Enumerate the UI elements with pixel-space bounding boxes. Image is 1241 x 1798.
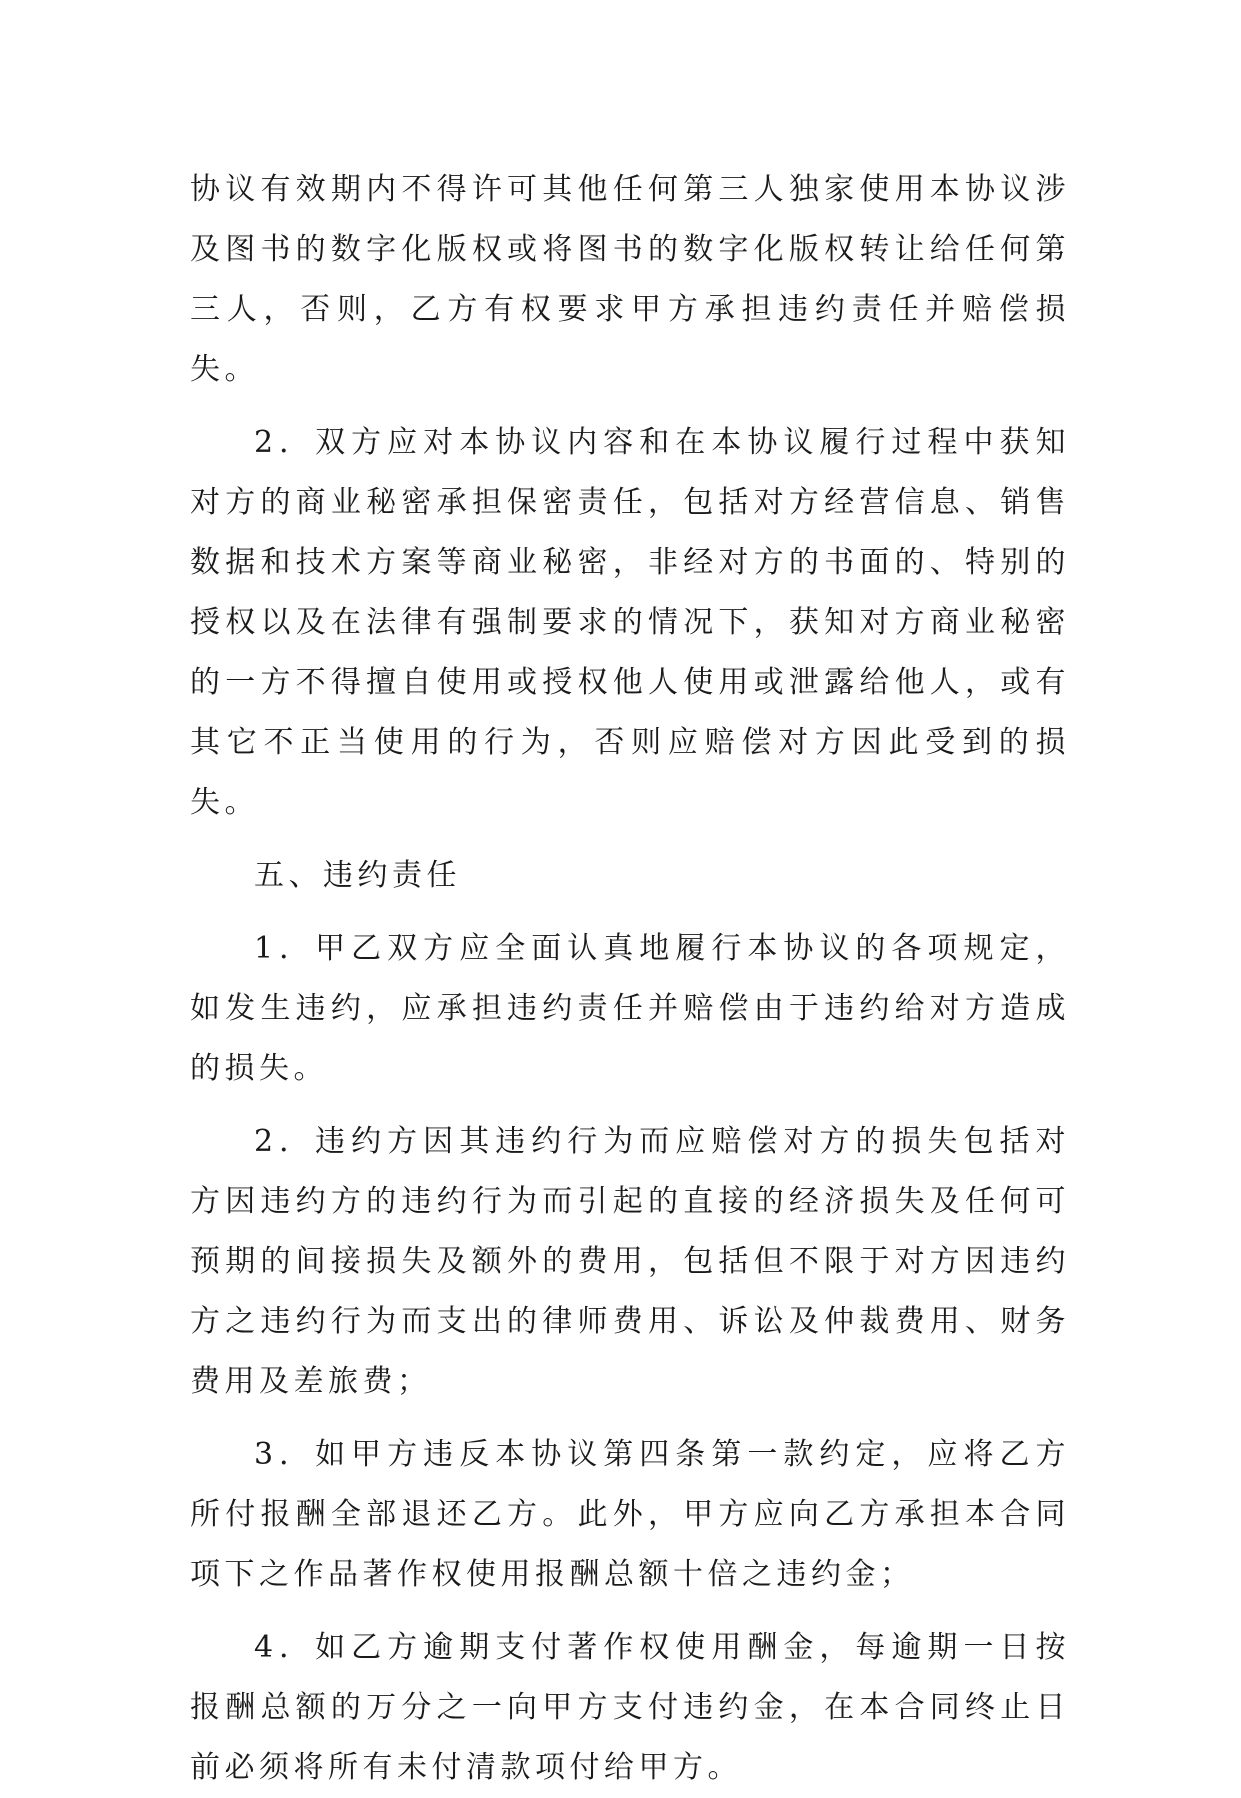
paragraph-liability-4: 4．如乙方逾期支付著作权使用酬金，每逾期一日按报酬总额的万分之一向甲方支付违约金，在本合同终止日前必须将所有未付清款项付给甲方。: [190, 1630, 1070, 1785]
paragraph-liability-3: 3．如甲方违反本协议第四条第一款约定，应将乙方所付报酬全部退还乙方。此外，甲方应向乙方承担本合同项下之作品著作权使用报酬总额十倍之违约金；: [190, 1437, 1070, 1592]
paragraph-liability-2: 2．违约方因其违约行为而应赔偿对方的损失包括对方因违约方的违约行为而引起的直接的经济损失及任何可预期的间接损失及额外的费用，包括但不限于对方因违约方之违约行为而支出的律师费用、诉讼及仲裁费用、财务费用及差旅费；: [190, 1124, 1070, 1399]
paragraph-liability-1: 1．甲乙双方应全面认真地履行本协议的各项规定，如发生违约，应承担违约责任并赔偿由于违约给对方造成的损失。: [190, 931, 1070, 1086]
paragraph-confidentiality: 2．双方应对本协议内容和在本协议履行过程中获知对方的商业秘密承担保密责任，包括对方经营信息、销售数据和技术方案等商业秘密，非经对方的书面的、特别的授权以及在法律有强制要求的情况下，获知对方商业秘密的一方不得擅自使用或授权他人使用或泄露给他人，或有其它不正当使用的行为，否则应赔偿对方因此受到的损失。: [190, 425, 1070, 820]
document-body: [190, 160, 1070, 1798]
section-heading-liability: 五、违约责任: [254, 858, 461, 893]
paragraph-continuation: 协议有效期内不得许可其他任何第三人独家使用本协议涉及图书的数字化版权或将图书的数字化版权转让给任何第三人，否则，乙方有权要求甲方承担违约责任并赔偿损失。: [190, 172, 1070, 387]
